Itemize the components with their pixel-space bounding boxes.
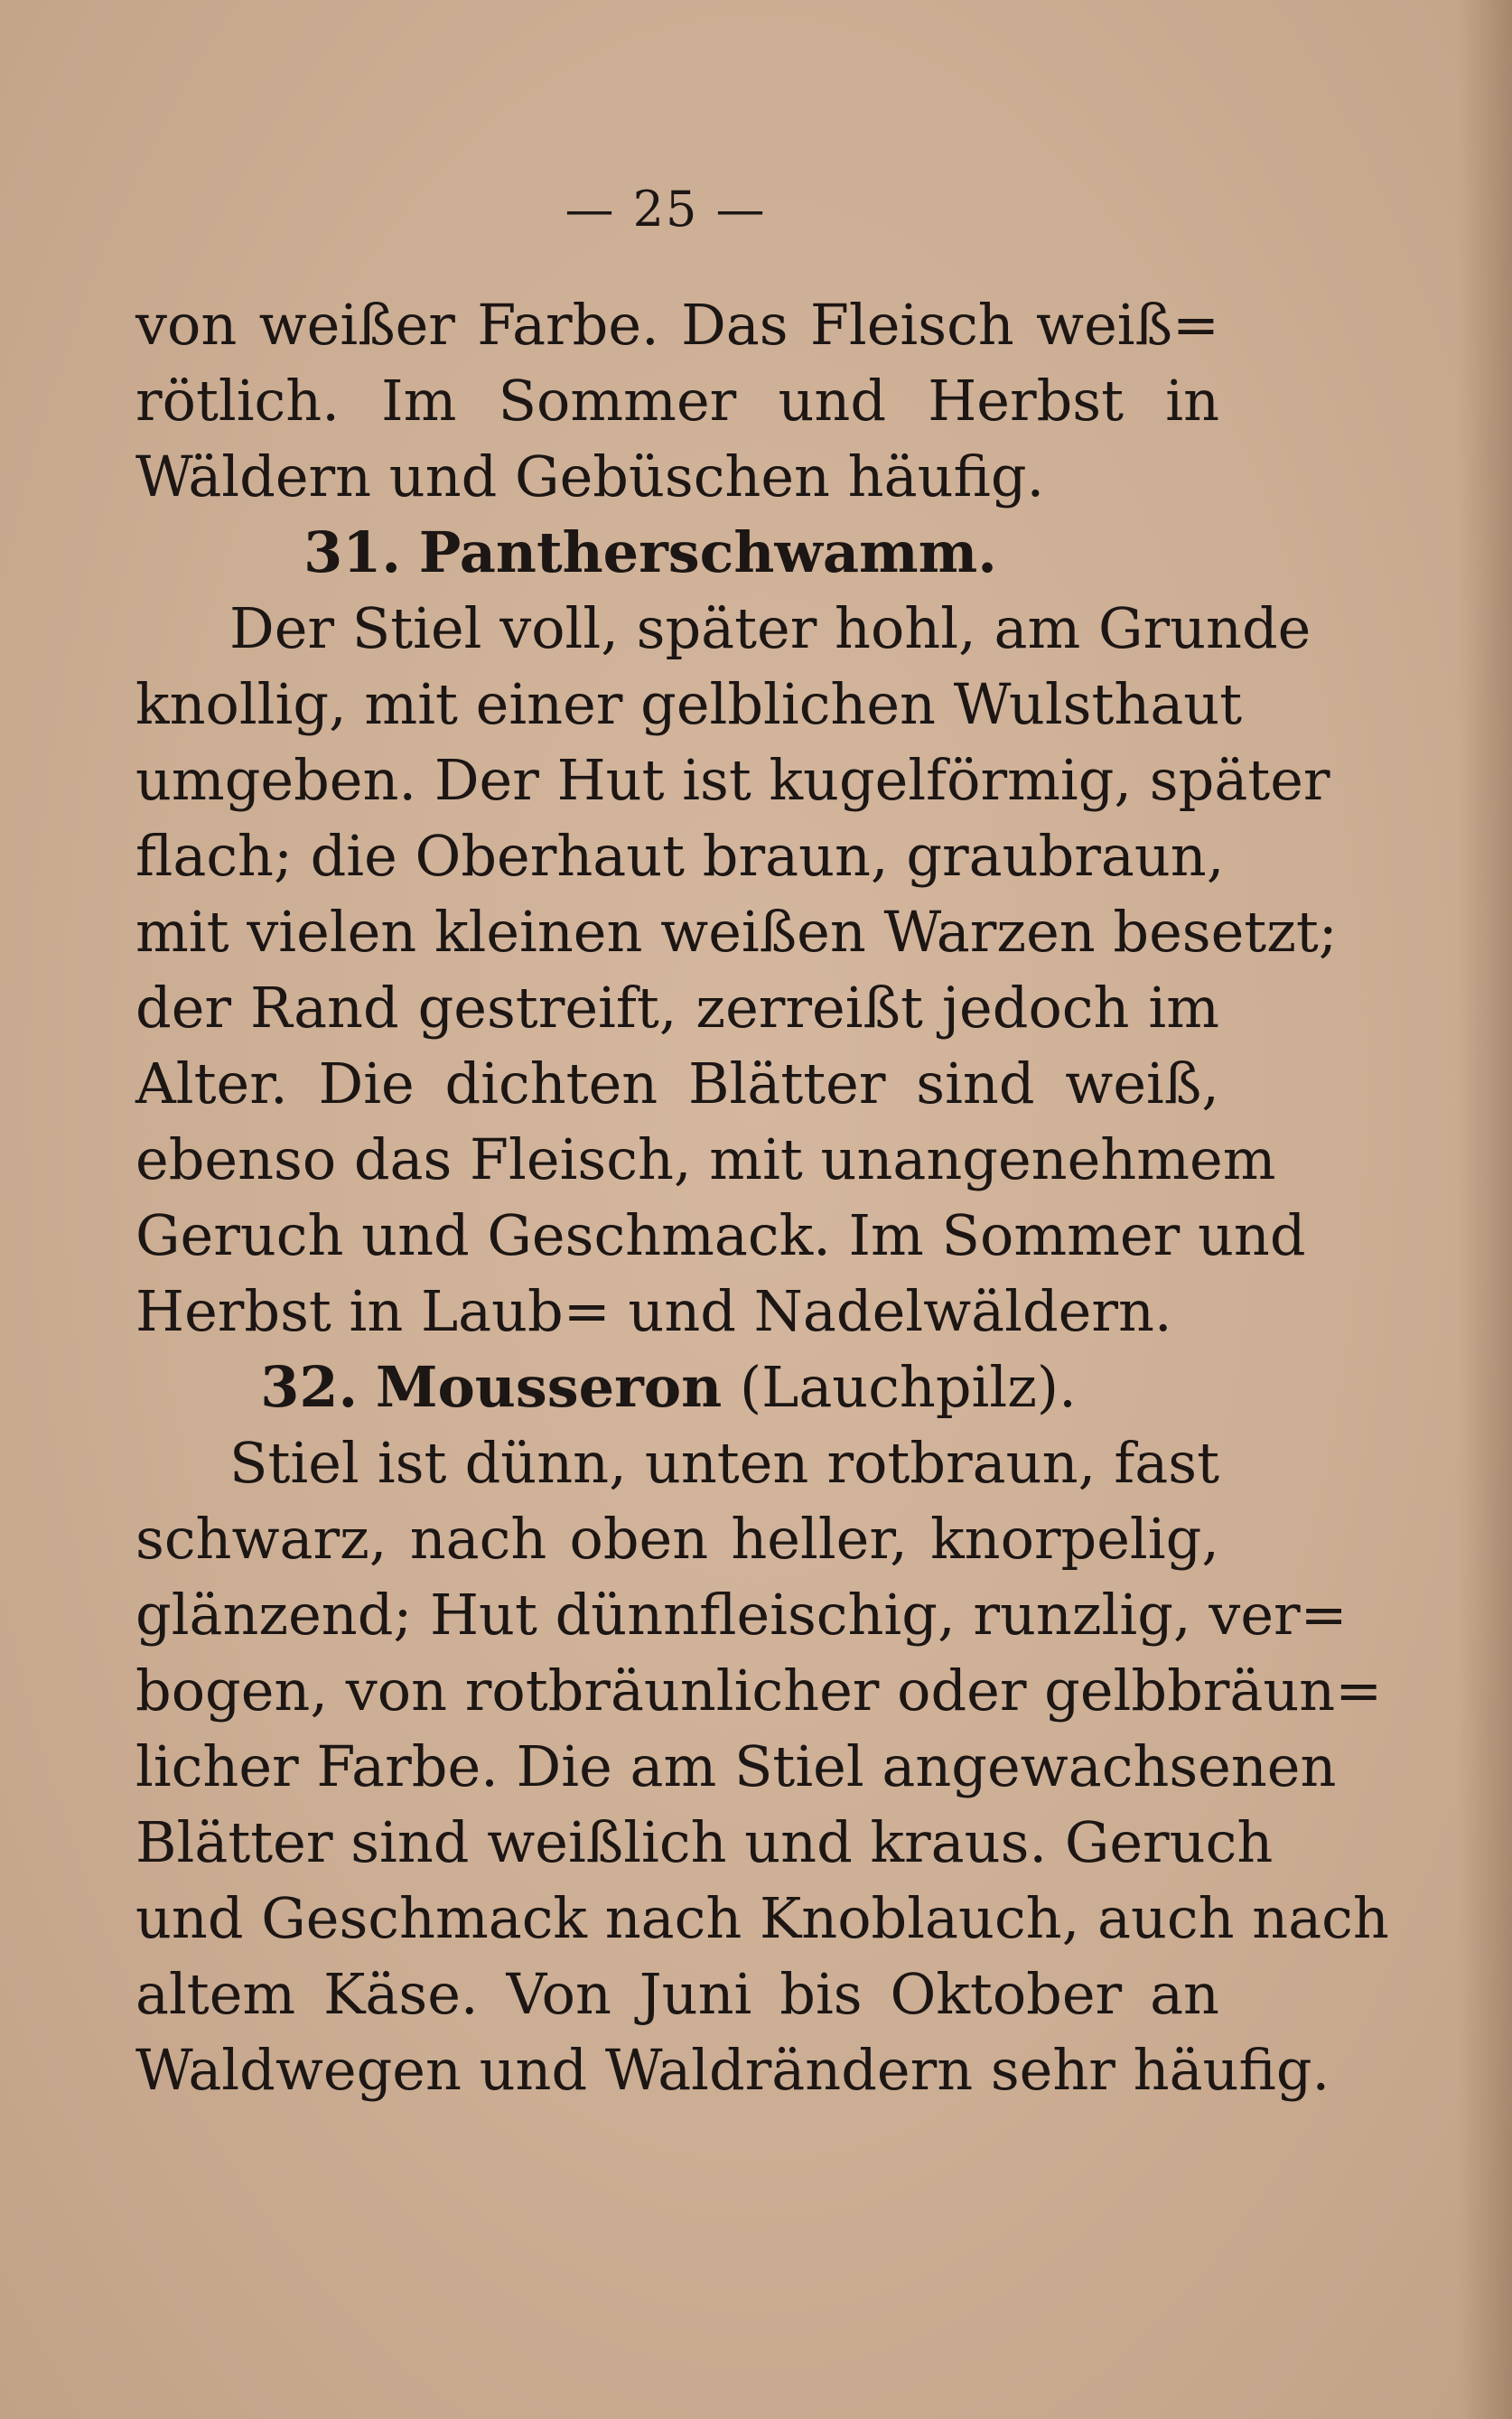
- text-line: ebenso das Fleisch, mit unangenehmem: [135, 1126, 1276, 1192]
- text-line: von weißer Farbe. Das Fleisch weiß=: [135, 292, 1219, 358]
- text-line: Der Stiel voll, später hohl, am Grunde: [229, 595, 1311, 661]
- text-block: [135, 287, 1389, 2108]
- text-line: umgeben. Der Hut ist kugelförmig, später: [135, 747, 1330, 813]
- text-line: mit vielen kleinen weißen Warzen besetzt;: [135, 899, 1338, 965]
- text-line: Geruch und Geschmack. Im Sommer und: [135, 1202, 1306, 1268]
- text-line: schwarz, nach oben heller, knorpelig,: [135, 1506, 1219, 1572]
- page-number: — 25 —: [565, 181, 767, 238]
- section-title: Mousseron: [375, 1354, 723, 1420]
- text-line: glänzend; Hut dünnfleischig, runzlig, ver=: [135, 1582, 1348, 1648]
- section-number: 31.: [303, 519, 402, 585]
- text-line: Waldwegen und Waldrändern sehr häufig.: [135, 2037, 1330, 2103]
- section-heading-32: [135, 1350, 1219, 1425]
- text-line: Herbst in Laub= und Nadelwäldern.: [135, 1278, 1172, 1344]
- text-line: Alter. Die dichten Blätter sind weiß,: [135, 1051, 1219, 1116]
- section-subtitle: (Lauchpilz).: [739, 1354, 1077, 1420]
- text-line: bogen, von rotbräunlicher oder gelbbräun=: [135, 1658, 1383, 1723]
- text-line: licher Farbe. Die am Stiel angewachsenen: [135, 1733, 1337, 1799]
- text-line: Stiel ist dünn, unten rotbraun, fast: [229, 1430, 1219, 1496]
- text-line: rötlich. Im Sommer und Herbst in: [135, 368, 1219, 434]
- section-heading-31: [135, 515, 1219, 591]
- section-number: 32.: [260, 1354, 359, 1420]
- text-line: knollig, mit einer gelblichen Wulsthaut: [135, 671, 1243, 737]
- text-line: und Geschmack nach Knoblauch, auch nach: [135, 1885, 1389, 1951]
- text-line: Blätter sind weißlich und kraus. Geruch: [135, 1809, 1274, 1875]
- page-edge-shadow: [1458, 0, 1512, 2419]
- text-line: altem Käse. Von Juni bis Oktober an: [135, 1961, 1219, 2027]
- text-line: der Rand gestreift, zerreißt jedoch im: [135, 975, 1219, 1041]
- text-line: Wäldern und Gebüschen häufig.: [135, 444, 1045, 509]
- text-line: flach; die Oberhaut braun, graubraun,: [135, 823, 1225, 889]
- section-title: Pantherschwamm.: [418, 519, 997, 585]
